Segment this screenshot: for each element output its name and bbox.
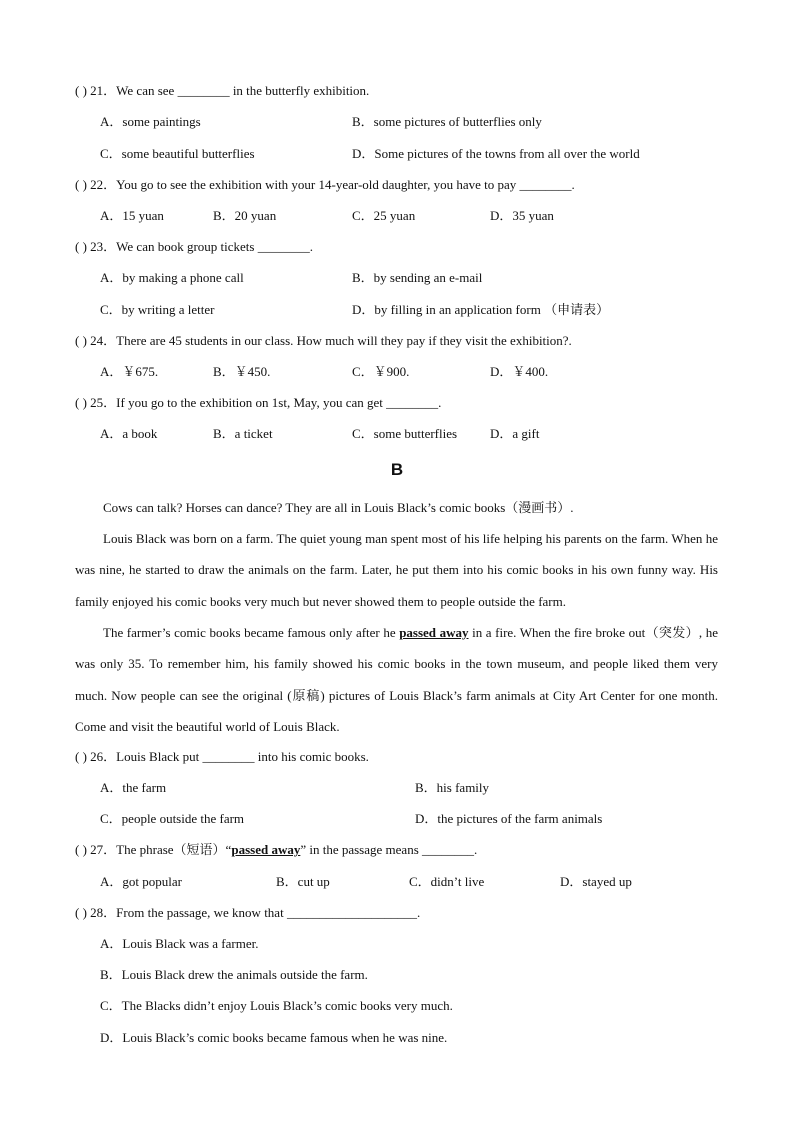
question-stem-end: in the butterfly exhibition. [232, 83, 370, 98]
option-a: A．the farm [100, 780, 167, 795]
option-b: B．￥450. [213, 364, 271, 379]
option-d: D．￥400. [490, 364, 549, 379]
question-number: ( ) 21． [75, 83, 117, 98]
option-c: C．some butterflies [352, 426, 458, 441]
option-c: C．￥900. [352, 364, 410, 379]
question-number: ( ) 26． [75, 749, 117, 764]
option-a: A．￥675. [100, 364, 159, 379]
question-24 [75, 332, 572, 350]
option-a: A．got popular [100, 874, 182, 889]
question-stem: If you go to the exhibition on 1st, May, you can get ________. [116, 395, 442, 410]
passage-text: in a fire. When the fire broke out（突发）, he was only 35. To remember him, his family showed his comic books in the town museum, and people liked them very much. Now people can see the original (原稿) pictures of Louis Black’s farm animals at City Art Center for one month. Come and visit the beautiful world of Louis Black. [75, 625, 718, 734]
question-number: ( ) 28． [75, 905, 117, 920]
option-d: D．Louis Black’s comic books became famous when he was nine. [100, 1030, 448, 1045]
question-stem: We can book group tickets ________. [116, 239, 313, 254]
question-stem: Louis Black put ________ into his comic books. [116, 749, 369, 764]
question-26 [75, 748, 369, 766]
option-d: D．35 yuan [490, 208, 554, 223]
option-b: B．some pictures of butterflies only [352, 114, 542, 129]
option-c: C．by writing a letter [100, 302, 215, 317]
question-22 [75, 176, 575, 194]
section-title: B [390, 460, 404, 479]
option-c: C．The Blacks didn’t enjoy Louis Black’s comic books very much. [100, 998, 453, 1013]
option-b: B．by sending an e-mail [352, 270, 483, 285]
passage-paragraph-1: Cows can talk? Horses can dance? They are all in Louis Black’s comic books（漫画书）. [103, 500, 574, 515]
option-b: B．a ticket [213, 426, 273, 441]
key-phrase: passed away [231, 842, 301, 857]
option-a: A．by making a phone call [100, 270, 244, 285]
option-b: B．Louis Black drew the animals outside the farm. [100, 967, 368, 982]
option-d: D．Some pictures of the towns from all over the world [352, 146, 640, 161]
passage-text: The farmer’s comic books became famous only after he [103, 625, 396, 640]
question-stem-end: ” in the passage means ________. [300, 842, 478, 857]
question-25 [75, 394, 441, 412]
option-c: C．people outside the farm [100, 811, 245, 826]
option-c: C．some beautiful butterflies [100, 146, 255, 161]
question-28 [75, 904, 420, 922]
question-stem: The phrase（短语）“ [116, 842, 232, 857]
question-stem: There are 45 students in our class. How much will they pay if they visit the exhibition?. [116, 333, 572, 348]
option-d: D．stayed up [560, 874, 632, 889]
option-a: A．a book [100, 426, 158, 441]
question-number: ( ) 24． [75, 333, 117, 348]
question-27 [75, 841, 477, 859]
question-number: ( ) 27． [75, 842, 117, 857]
key-phrase: passed away [399, 625, 469, 640]
option-b: B．20 yuan [213, 208, 277, 223]
question-23 [75, 238, 313, 256]
question-stem: From the passage, we know that ____________________. [116, 905, 421, 920]
option-b: B．cut up [276, 874, 330, 889]
option-b: B．his family [415, 780, 490, 795]
question-number: ( ) 25． [75, 395, 117, 410]
passage-paragraph-3 [75, 617, 718, 742]
option-c: C．25 yuan [352, 208, 416, 223]
option-a: A．15 yuan [100, 208, 164, 223]
option-d: D．by filling in an application form （申请表） [352, 302, 610, 317]
option-a: A．Louis Black was a farmer. [100, 936, 259, 951]
question-number: ( ) 22． [75, 177, 117, 192]
question-stem: You go to see the exhibition with your 14-year-old daughter, you have to pay ________. [116, 177, 575, 192]
question-number: ( ) 23． [75, 239, 117, 254]
option-d: D．the pictures of the farm animals [415, 811, 603, 826]
question-stem: We can see [116, 83, 175, 98]
option-c: C．didn’t live [409, 874, 485, 889]
question-21 [75, 82, 369, 100]
answer-blank: ________ [177, 83, 230, 98]
option-a: A．some paintings [100, 114, 201, 129]
option-d: D．a gift [490, 426, 540, 441]
passage-paragraph-2: Louis Black was born on a farm. The quiet young man spent most of his life helping his parents on the farm. When he was nine, he started to draw the animals on the farm. Later, he put them into his comic books in his own funny way. His family enjoyed his comic books very much but never showed them to people outside the farm. [75, 531, 718, 609]
